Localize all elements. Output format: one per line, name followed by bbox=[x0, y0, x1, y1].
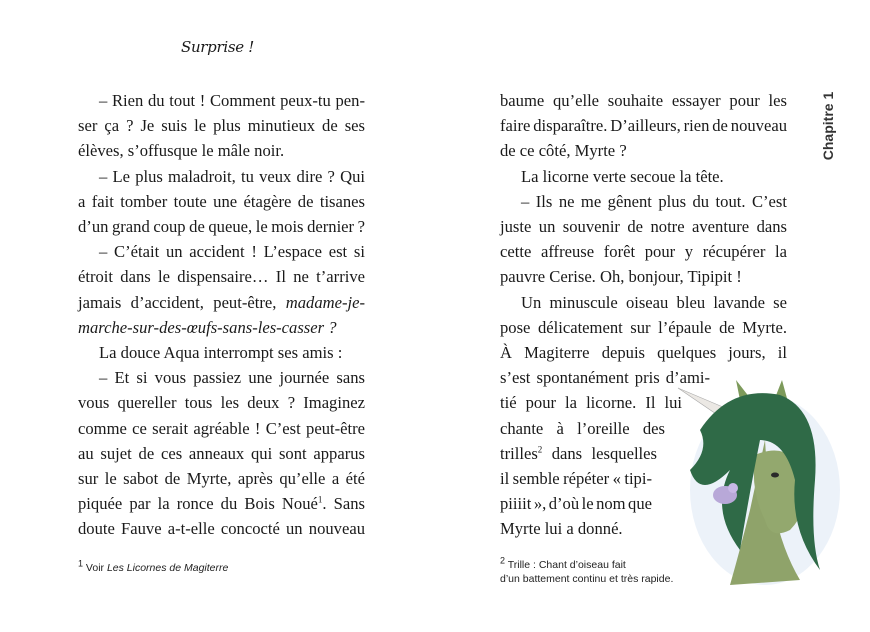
text-line bbox=[78, 315, 365, 340]
text-line-content bbox=[78, 267, 365, 286]
text-line bbox=[78, 365, 365, 390]
text-line-content bbox=[99, 167, 365, 186]
text-line-content bbox=[500, 217, 787, 236]
text-run: il semble répéter « tipi- bbox=[500, 469, 652, 488]
text-line bbox=[78, 290, 365, 315]
chapter-tab bbox=[816, 90, 840, 162]
text-line-content bbox=[500, 393, 682, 412]
text-line bbox=[78, 340, 365, 365]
text-line-content bbox=[500, 444, 657, 463]
text-line-content bbox=[500, 141, 627, 160]
footnote-book-title: Les Licornes de Magiterre bbox=[106, 562, 229, 574]
text-line-content bbox=[500, 419, 665, 438]
text-run: . Sans bbox=[322, 494, 365, 514]
text-run: trilles bbox=[500, 443, 538, 463]
text-line-content bbox=[78, 293, 365, 312]
text-line bbox=[500, 239, 787, 264]
text-line-content bbox=[500, 519, 623, 538]
text-line-content bbox=[78, 444, 365, 463]
text-line bbox=[78, 138, 365, 163]
text-run: Myrte lui a donné. bbox=[500, 519, 623, 539]
text-line-content bbox=[521, 167, 724, 186]
text-run: étroit dans le dispensaire… Il ne t’arrive bbox=[78, 267, 365, 287]
footnote-mark: 2 bbox=[500, 555, 506, 566]
text-line bbox=[500, 189, 787, 214]
text-line bbox=[500, 264, 787, 289]
footnote-ref: 1 bbox=[317, 494, 323, 505]
text-run: Un minuscule oiseau bleu lavande se bbox=[521, 292, 787, 312]
text-run: piiiit », d’où le nom que bbox=[500, 494, 652, 514]
text-run: ser ça ? Je suis le plus minutieux de ses bbox=[78, 116, 365, 136]
text-line-content bbox=[99, 343, 342, 362]
footnote-text: Voir bbox=[83, 562, 107, 574]
text-line-content bbox=[78, 192, 365, 211]
text-run: comme ce serait agréable ! C’est peut-être bbox=[78, 418, 365, 438]
text-run: baume qu’elle souhaite essayer pour les bbox=[500, 91, 787, 110]
text-line bbox=[78, 441, 365, 466]
text-line bbox=[78, 164, 365, 189]
footnote-1 bbox=[78, 558, 229, 575]
text-run: vous quereller tous les deux ? Imaginez bbox=[78, 393, 365, 413]
footnote-mark: 1 bbox=[78, 558, 84, 569]
text-run: marche-sur-des-œufs-sans-les-casser ? bbox=[78, 317, 337, 337]
text-line bbox=[500, 88, 787, 113]
text-run: doute Fauve a-t-elle concocté un nouveau bbox=[78, 519, 365, 539]
text-line bbox=[78, 88, 365, 113]
text-line bbox=[78, 491, 365, 516]
text-line-content bbox=[500, 343, 787, 362]
text-run: élèves, s’offusque le mâle noir. bbox=[78, 141, 285, 161]
text-line bbox=[500, 441, 657, 466]
text-line bbox=[500, 214, 787, 239]
text-line-content bbox=[99, 368, 365, 387]
text-run: de ce côté, Myrte ? bbox=[500, 141, 627, 161]
text-line bbox=[78, 113, 365, 138]
text-line bbox=[500, 290, 787, 315]
text-line-content bbox=[500, 267, 742, 286]
text-run: – Et si vous passiez une journée sans bbox=[99, 368, 365, 388]
footnote-ref: 2 bbox=[537, 444, 543, 455]
text-line bbox=[500, 491, 652, 516]
text-line-content bbox=[521, 293, 787, 312]
footnote-2 bbox=[500, 555, 674, 586]
text-run: au sujet de ces anneaux qui sont apparus bbox=[78, 443, 365, 463]
text-line-content bbox=[99, 242, 365, 261]
text-line-content bbox=[78, 469, 365, 488]
text-run: – Ils ne me gênent plus du tout. C’est bbox=[521, 191, 787, 211]
text-run: tié pour la licorne. Il lui bbox=[500, 393, 682, 413]
text-line-content bbox=[99, 91, 365, 110]
text-line-content bbox=[78, 393, 365, 412]
running-head: Surprise ! bbox=[180, 38, 255, 56]
text-run: s’est spontanément pris d’ami- bbox=[500, 368, 710, 388]
text-line bbox=[500, 416, 665, 441]
text-run: dans lesquelles bbox=[542, 443, 657, 463]
unicorn-illustration bbox=[670, 380, 840, 590]
text-run: – Le plus maladroit, tu veux dire ? Qui bbox=[99, 166, 365, 186]
footnote-text: Trille : Chant d’oiseau fait bbox=[505, 559, 626, 571]
text-line bbox=[500, 340, 787, 365]
text-run: madame-je- bbox=[285, 292, 365, 312]
text-run: piquée par la ronce du Bois Noué bbox=[78, 494, 318, 514]
text-line bbox=[78, 189, 365, 214]
text-line bbox=[500, 466, 652, 491]
text-line-content bbox=[78, 141, 284, 160]
text-run: – C’était un accident ! L’espace est si bbox=[99, 242, 365, 262]
text-line bbox=[500, 138, 787, 163]
text-line-content bbox=[500, 494, 652, 513]
text-line bbox=[78, 390, 365, 415]
text-run: jamais d’accident, peut-être, bbox=[78, 292, 286, 312]
text-run: a fait tomber toute une étagère de tisanes bbox=[78, 191, 365, 211]
unicorn-eye bbox=[771, 473, 779, 478]
text-line bbox=[500, 315, 787, 340]
text-line-content bbox=[500, 469, 652, 488]
footnote-text-line2: d’un battement continu et très rapide. bbox=[500, 573, 674, 585]
text-run: pose délicatement sur l’épaule de Myrte. bbox=[500, 317, 787, 337]
text-line-content bbox=[500, 116, 787, 135]
text-line bbox=[500, 164, 787, 189]
text-line-content bbox=[500, 242, 787, 261]
text-run: juste un souvenir de notre aventure dans bbox=[500, 217, 787, 236]
text-line-content bbox=[78, 318, 337, 337]
text-run: d’un grand coup de queue, le mois dernier ? bbox=[78, 217, 365, 236]
text-line bbox=[500, 113, 787, 138]
text-line-content bbox=[78, 494, 365, 513]
text-line-content bbox=[521, 192, 787, 211]
text-run: faire disparaître. D’ailleurs, rien de nouveau bbox=[500, 116, 787, 136]
text-run: sur le sabot de Myrte, après qu’elle a été bbox=[78, 469, 365, 488]
text-line bbox=[78, 264, 365, 289]
text-run: cette affreuse forêt pour y récupérer la bbox=[500, 242, 787, 262]
text-line bbox=[78, 466, 365, 491]
text-line bbox=[78, 516, 365, 541]
text-line-content bbox=[78, 116, 365, 135]
text-line-content bbox=[500, 318, 787, 337]
text-line bbox=[78, 416, 365, 441]
text-line bbox=[78, 214, 365, 239]
text-line-content bbox=[500, 91, 787, 110]
text-line-content bbox=[78, 519, 365, 538]
bird-head bbox=[728, 483, 738, 493]
chapter-label: Chapitre 1 bbox=[820, 91, 836, 161]
text-line-content bbox=[78, 419, 365, 438]
text-run: pauvre Cerise. Oh, bonjour, Tipipit ! bbox=[500, 267, 742, 287]
text-line bbox=[500, 390, 682, 415]
text-run: – Rien du tout ! Comment peux-tu pen- bbox=[99, 91, 365, 110]
text-run: chante à l’oreille des bbox=[500, 418, 665, 438]
text-run: La licorne verte secoue la tête. bbox=[521, 166, 724, 186]
text-run: La douce Aqua interrompt ses amis : bbox=[99, 343, 343, 362]
text-line bbox=[78, 239, 365, 264]
text-line-content bbox=[78, 217, 365, 236]
text-run: À Magiterre depuis quelques jours, il bbox=[500, 343, 787, 362]
text-line bbox=[500, 516, 652, 541]
